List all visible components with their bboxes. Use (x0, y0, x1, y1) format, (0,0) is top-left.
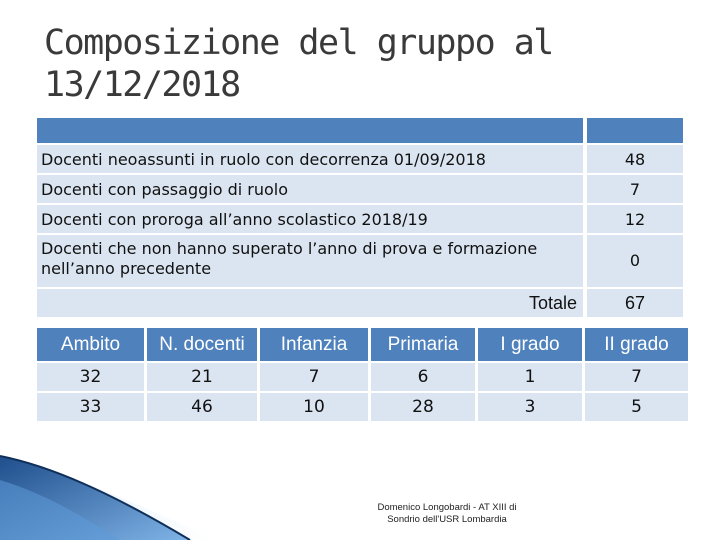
breakdown-cell: 33 (37, 393, 144, 421)
breakdown-cell: 10 (260, 393, 368, 421)
breakdown-cell: 1 (478, 363, 582, 391)
summary-row-value: 7 (587, 175, 683, 203)
summary-row-value: 48 (587, 145, 683, 173)
slide-title (44, 22, 684, 106)
breakdown-cell: 5 (585, 393, 688, 421)
summary-row-label: Docenti che non hanno superato l’anno di prova e formazione nell’anno precedente (37, 235, 583, 287)
breakdown-header-row (37, 328, 691, 361)
summary-total-row (37, 289, 683, 317)
breakdown-cell: 7 (260, 363, 368, 391)
summary-row (37, 175, 683, 203)
breakdown-cell: 28 (371, 393, 475, 421)
table-row (37, 393, 691, 421)
footer-line-2: Sondrio dell'USR Lombardia (387, 514, 507, 525)
summary-header-row (37, 118, 683, 143)
summary-row (37, 235, 683, 287)
summary-row-label: Docenti neoassunti in ruolo con decorrenza 01/09/2018 (37, 145, 583, 173)
slide-title-line-2: 13/12/2018 (44, 65, 240, 105)
summary-row-label: Docenti con passaggio di ruolo (37, 175, 583, 203)
breakdown-header-cell: Primaria (371, 328, 475, 361)
summary-total-value: 67 (587, 289, 683, 317)
summary-total-label: Totale (37, 289, 583, 317)
summary-row-value: 12 (587, 205, 683, 233)
summary-header-cell (587, 118, 683, 143)
breakdown-header-cell: II grado (585, 328, 688, 361)
footer-line-1: Domenico Longobardi - AT XIII di (377, 502, 517, 513)
table-row (37, 363, 691, 391)
summary-row-value: 0 (587, 235, 683, 287)
summary-table (37, 118, 683, 319)
footer-credit (352, 502, 542, 526)
summary-row (37, 205, 683, 233)
summary-row (37, 145, 683, 173)
summary-row-label: Docenti con proroga all’anno scolastico 2018/19 (37, 205, 583, 233)
breakdown-table (37, 328, 691, 423)
breakdown-cell: 46 (147, 393, 257, 421)
breakdown-cell: 3 (478, 393, 582, 421)
slide-title-line-1: Composizione del gruppo al (44, 23, 553, 63)
breakdown-cell: 32 (37, 363, 144, 391)
breakdown-header-cell: N. docenti (147, 328, 257, 361)
breakdown-header-cell: Ambito (37, 328, 144, 361)
breakdown-cell: 7 (585, 363, 688, 391)
summary-header-cell (37, 118, 583, 143)
breakdown-cell: 6 (371, 363, 475, 391)
breakdown-header-cell: I grado (478, 328, 582, 361)
decorative-wave-graphic (0, 440, 220, 540)
breakdown-cell: 21 (147, 363, 257, 391)
breakdown-header-cell: Infanzia (260, 328, 368, 361)
